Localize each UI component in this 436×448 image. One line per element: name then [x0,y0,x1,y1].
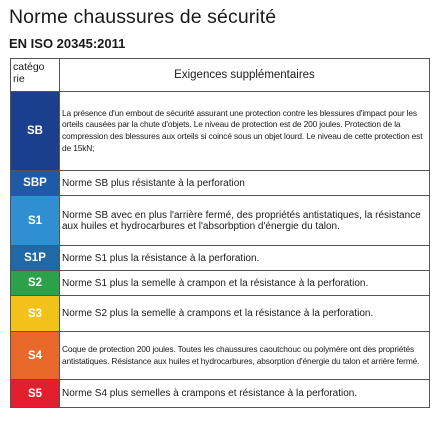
table-row [11,380,430,408]
table-row [11,271,430,296]
requirement-text: Norme SB plus résistante à la perforation [60,171,430,196]
table-header-row [11,59,430,92]
requirement-text: La présence d'un embout de sécurité assurant une protection contre les blessures d'impact pour les orteils causées par la chute d'objets. Le niveau de protection est de 200 joules. Protection de la compression des blessures aux orteils si coincé sous un objet lourd. Le niveau de cette protection est de 15kN; [60,92,430,171]
table-row [11,296,430,332]
standard-reference: EN ISO 20345:2011 [9,36,126,51]
table-row [11,171,430,196]
category-badge-s5: S5 [11,380,60,408]
category-column-header: catégo rie [11,59,60,92]
safety-standards-table [10,58,430,408]
requirement-text: Norme S4 plus semelles à crampons et résistance à la perforation. [60,380,430,408]
requirement-text: Norme S2 plus la semelle à crampons et la résistance à la perforation. [60,296,430,332]
category-badge-s1: S1 [11,196,60,246]
requirement-text: Norme S1 plus la résistance à la perforation. [60,246,430,271]
category-badge-sb: SB [11,92,60,171]
category-badge-sbp: SBP [11,171,60,196]
table-row [11,196,430,246]
requirement-text: Norme SB avec en plus l'arrière fermé, des propriétés antistatiques, la résistance aux huiles et hydrocarbures et l'absorbption d'énergie du talon. [60,196,430,246]
category-badge-s1p: S1P [11,246,60,271]
requirement-text: Norme S1 plus la semelle à crampon et la résistance à la perforation. [60,271,430,296]
requirements-column-header: Exigences supplémentaires [60,59,430,92]
table-row [11,332,430,380]
table-row [11,92,430,171]
category-badge-s2: S2 [11,271,60,296]
page-title: Norme chaussures de sécurité [9,6,277,28]
category-badge-s4: S4 [11,332,60,380]
requirement-text: Coque de protection 200 joules. Toutes les chaussures caoutchouc ou polymère ont des propriétés antistatiques. Résistance aux huiles et hydrocarbures, absorption d'énergie du talon et arrière fermé. [60,332,430,380]
table-row [11,246,430,271]
category-badge-s3: S3 [11,296,60,332]
